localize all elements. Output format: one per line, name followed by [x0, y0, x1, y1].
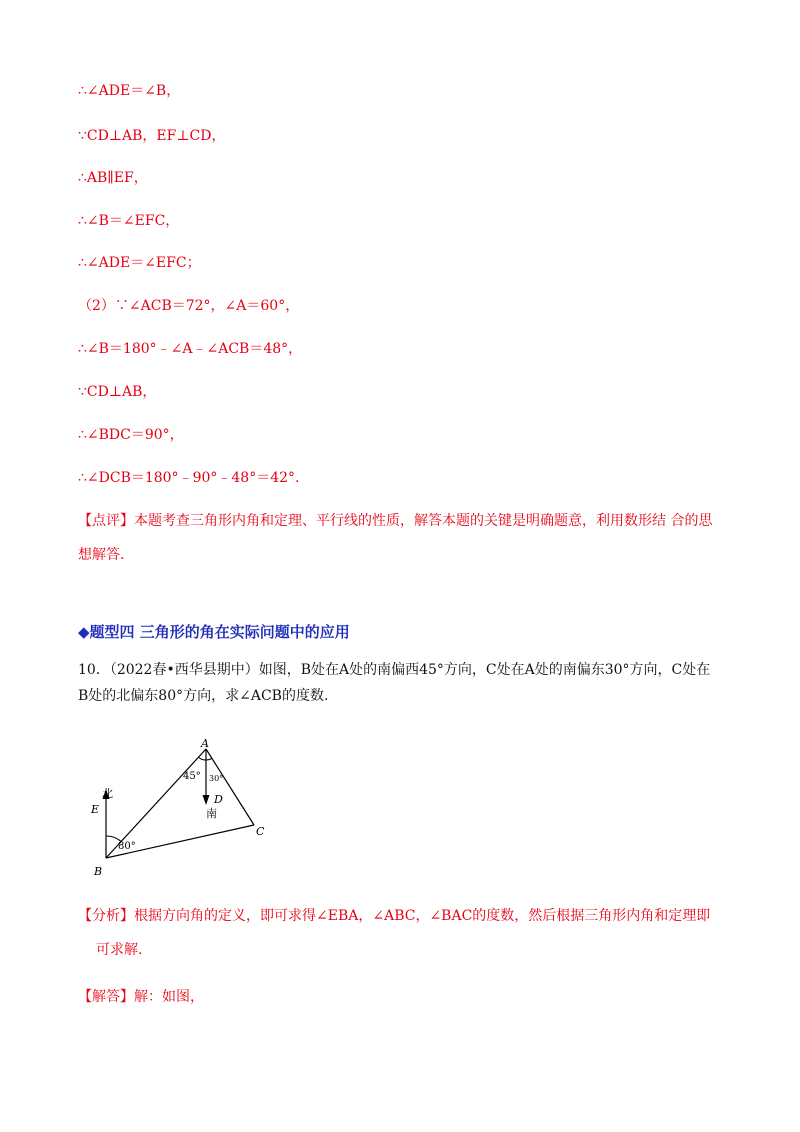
problem — [78, 657, 728, 709]
problem-line-1: 10．（2022春•西华县期中）如图，B处在A处的南偏西45°方向，C处在A处的南偏东30°方向，C处在 — [78, 662, 711, 678]
figure-svg — [78, 733, 278, 883]
solution-line-7: ∴∠B＝180°﹣∠A﹣∠ACB＝48°， — [78, 341, 303, 357]
solution-line-6: （2）∵∠ACB＝72°，∠A＝60°， — [78, 298, 300, 314]
solution-line-1: ∴∠ADE＝∠B， — [78, 83, 181, 99]
south-arrowhead — [203, 795, 210, 805]
comment-line-1: 【点评】本题考查三角形内角和定理、平行线的性质，解答本题的关键是明确题意，利用数形结 合的思 — [78, 513, 713, 529]
answer: 【解答】解：如图， — [78, 989, 204, 1005]
analysis-line-2: 可求解. — [96, 942, 143, 958]
label-d: D — [214, 793, 223, 806]
label-e: E — [91, 803, 100, 816]
label-south: 南 — [206, 807, 217, 820]
solution-line-9: ∴∠BDC＝90°， — [78, 427, 184, 443]
geometry-figure — [78, 733, 278, 887]
solution-line-3: ∴AB∥EF， — [78, 170, 148, 186]
solution-line-8: ∵CD⊥AB， — [78, 384, 157, 400]
solution-line-4: ∴∠B＝∠EFC， — [78, 213, 180, 229]
angle-arc-30 — [206, 758, 212, 760]
label-b: B — [94, 865, 103, 878]
problem-line-2: B处的北偏东80°方向，求∠ACB的度数. — [78, 688, 329, 704]
label-angle-30: 30° — [209, 774, 224, 783]
label-north: 北 — [102, 787, 113, 800]
comment-line-2: 想解答. — [78, 547, 125, 563]
label-angle-80: 80° — [118, 841, 136, 852]
label-c: C — [256, 825, 265, 838]
angle-arc-45 — [199, 757, 207, 760]
analysis — [78, 903, 728, 963]
comment — [78, 508, 728, 568]
solution-line-10: ∴∠DCB＝180°﹣90°﹣48°＝42°. — [78, 470, 300, 486]
label-a: A — [201, 737, 209, 750]
analysis-line-1: 【分析】根据方向角的定义，即可求得∠EBA，∠ABC，∠BAC的度数，然后根据三角形内角和定理即 — [78, 908, 711, 924]
label-angle-45: 45° — [183, 771, 201, 782]
section-heading: ◆题型四 三角形的角在实际问题中的应用 — [78, 623, 350, 641]
solution-line-2: ∵CD⊥AB，EF⊥CD， — [78, 128, 226, 144]
solution-line-5: ∴∠ADE＝∠EFC； — [78, 255, 201, 271]
